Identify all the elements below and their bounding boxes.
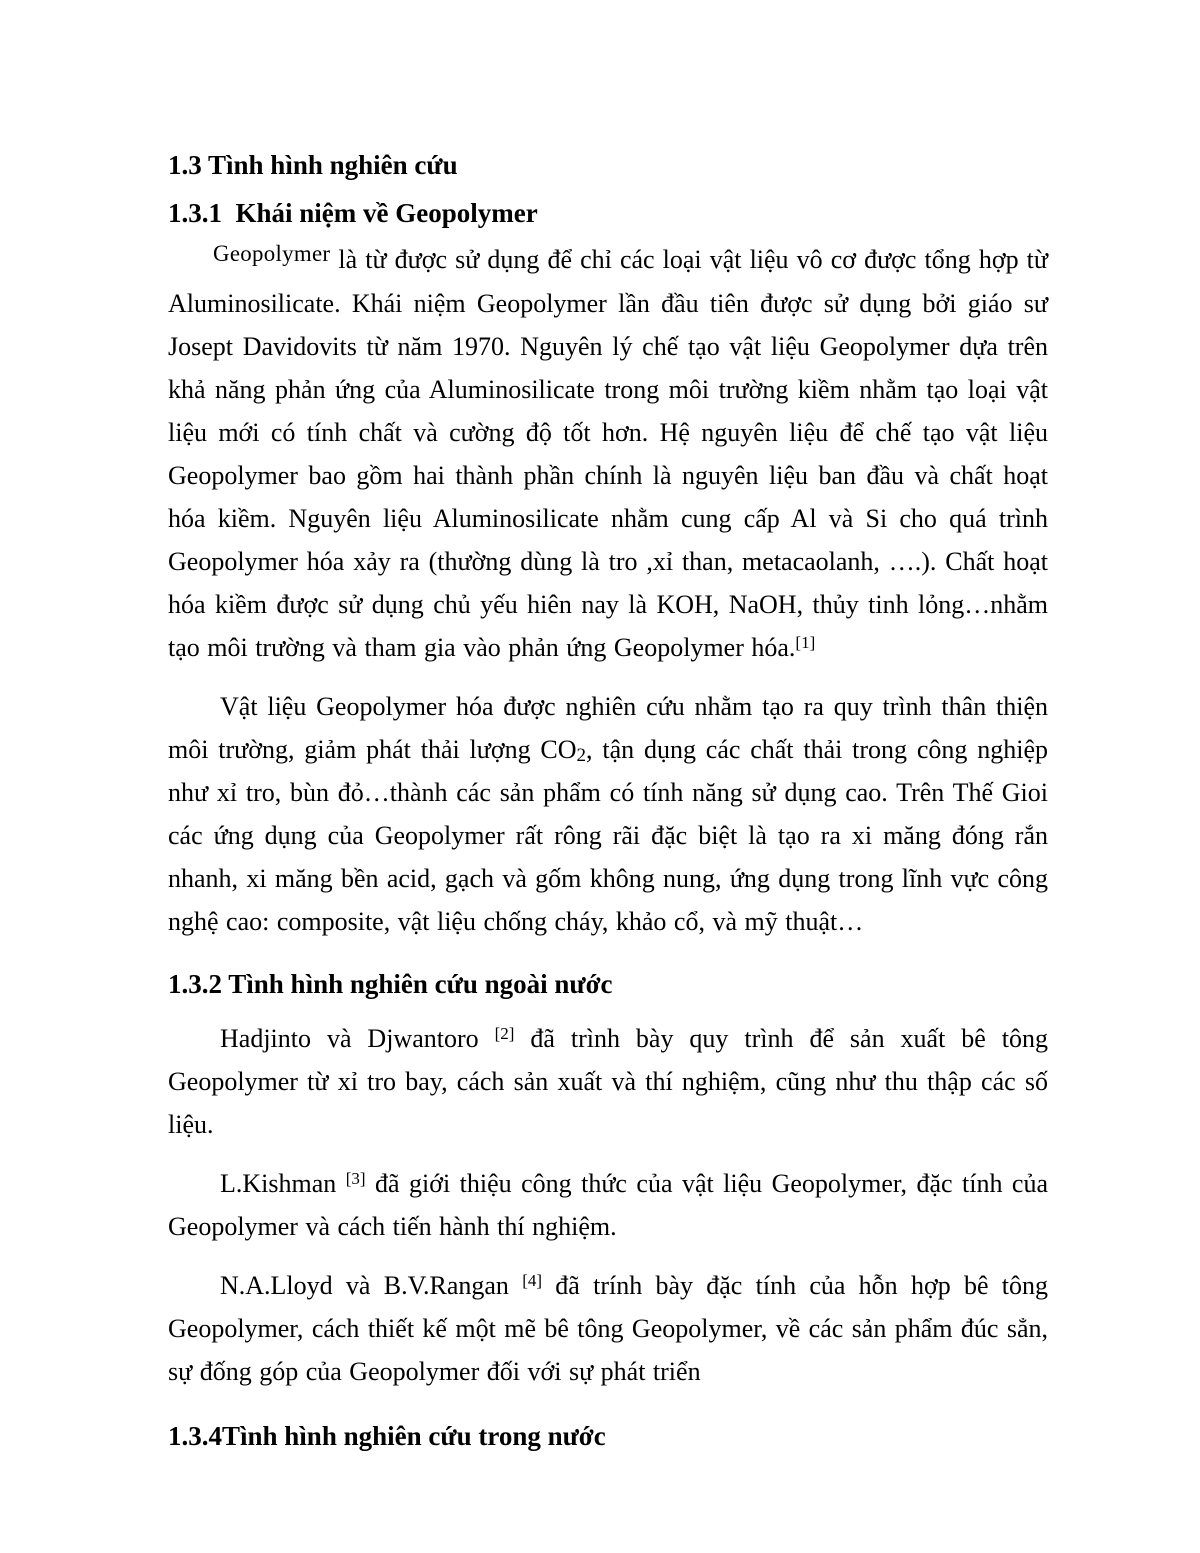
citation-ref-4: [4] — [522, 1271, 543, 1291]
paragraph-2-body-after-subscript: , tận dụng các chất thải trong công nghiệp như xỉ tro, bùn đỏ…thành các sản phẩm có tính năng sử dụng cao. Trên Thế Gioi các ứng dụng của Geopolymer rất rông rãi đặc biệt là tạo ra xi măng đóng rắn nhanh, xi măng bền acid, gạch và gốm không nung, ứng dụng trong lĩnh vực công nghệ cao: composite, vật liệu chống cháy, khảo cổ, và mỹ thuật… — [168, 735, 1048, 936]
co2-subscript: 2 — [576, 745, 587, 767]
paragraph-4-body-after-citation: đã giới thiệu công thức của vật liệu Geopolymer, đặc tính của Geopolymer và cách tiến hành thí nghiệm. — [168, 1169, 1049, 1241]
citation-ref-1: [1] — [795, 633, 816, 653]
section-heading-1-3-2: 1.3.2 Tình hình nghiên cứu ngoài nước — [168, 969, 613, 999]
paragraph-geopolymer-applications — [168, 685, 1048, 943]
paragraph-1-body: là từ được sử dụng để chỉ các loại vật liệu vô cơ được tổng hợp từ Aluminosilicate. Khái niệm Geopolymer lần đầu tiên được sử dụng bởi giáo sư Josept Davidovits từ năm 1970. Nguyên lý chế tạo vật liệu Geopolymer dựa trên khả năng phản ứng của Aluminosilicate trong môi trường kiềm nhằm tạo loại vật liệu mới có tính chất và cường độ tốt hơn. Hệ nguyên liệu để chế tạo vật liệu Geopolymer bao gồm hai thành phần chính là nguyên liệu ban đầu và chất hoạt hóa kiềm. Nguyên liệu Aluminosilicate nhằm cung cấp Al và Si cho quá trình Geopolymer hóa xảy ra (thường dùng là tro ,xỉ than, metacaolanh, ….). Chất hoạt hóa kiềm được sử dụng chủ yếu hiên nay là KOH, NaOH, thủy tinh lỏng…nhằm tạo môi trường và tham gia vào phản ứng Geopolymer hóa. — [168, 245, 1048, 662]
paragraph-2-body-before-subscript: Vật liệu Geopolymer hóa được nghiên cứu nhằm tạo ra quy trình thân thiện môi trường, giảm phát thải lượng CO — [168, 692, 1048, 764]
section-heading-1-3: 1.3 Tình hình nghiên cứu — [168, 150, 458, 180]
citation-ref-3: [3] — [345, 1169, 366, 1189]
lead-word-geopolymer: Geopolymer — [213, 241, 331, 266]
paragraph-hadjinto-djwantoro — [168, 1017, 1048, 1146]
section-heading-1-3-4: 1.3.4Tình hình nghiên cứu trong nước — [168, 1421, 606, 1451]
paragraph-3-body-before-citation: Hadjinto và Djwantoro — [220, 1024, 495, 1053]
document-content — [168, 148, 1048, 1453]
paragraph-geopolymer-definition — [168, 238, 1048, 669]
citation-ref-2: [2] — [494, 1024, 515, 1044]
paragraph-5-body-before-citation: N.A.Lloyd và B.V.Rangan — [220, 1271, 523, 1300]
paragraph-lloyd-rangan — [168, 1264, 1048, 1393]
paragraph-3-body-after-citation: đã trình bày quy trình để sản xuất bê tông Geopolymer từ xỉ tro bay, cách sản xuất và thí nghiệm, cũng như thu thập các số liệu. — [168, 1024, 1048, 1139]
paragraph-5-body-after-citation: đã trính bày đặc tính của hỗn hợp bê tông Geopolymer, cách thiết kế một mẽ bê tông Geopolymer, về các sản phẩm đúc sẳn, sự đống góp của Geopolymer đối với sự phát triển — [168, 1271, 1048, 1386]
section-heading-1-3-1: 1.3.1 Khái niệm về Geopolymer — [168, 198, 538, 228]
paragraph-lkishman — [168, 1162, 1048, 1248]
paragraph-4-body-before-citation: L.Kishman — [220, 1169, 346, 1198]
